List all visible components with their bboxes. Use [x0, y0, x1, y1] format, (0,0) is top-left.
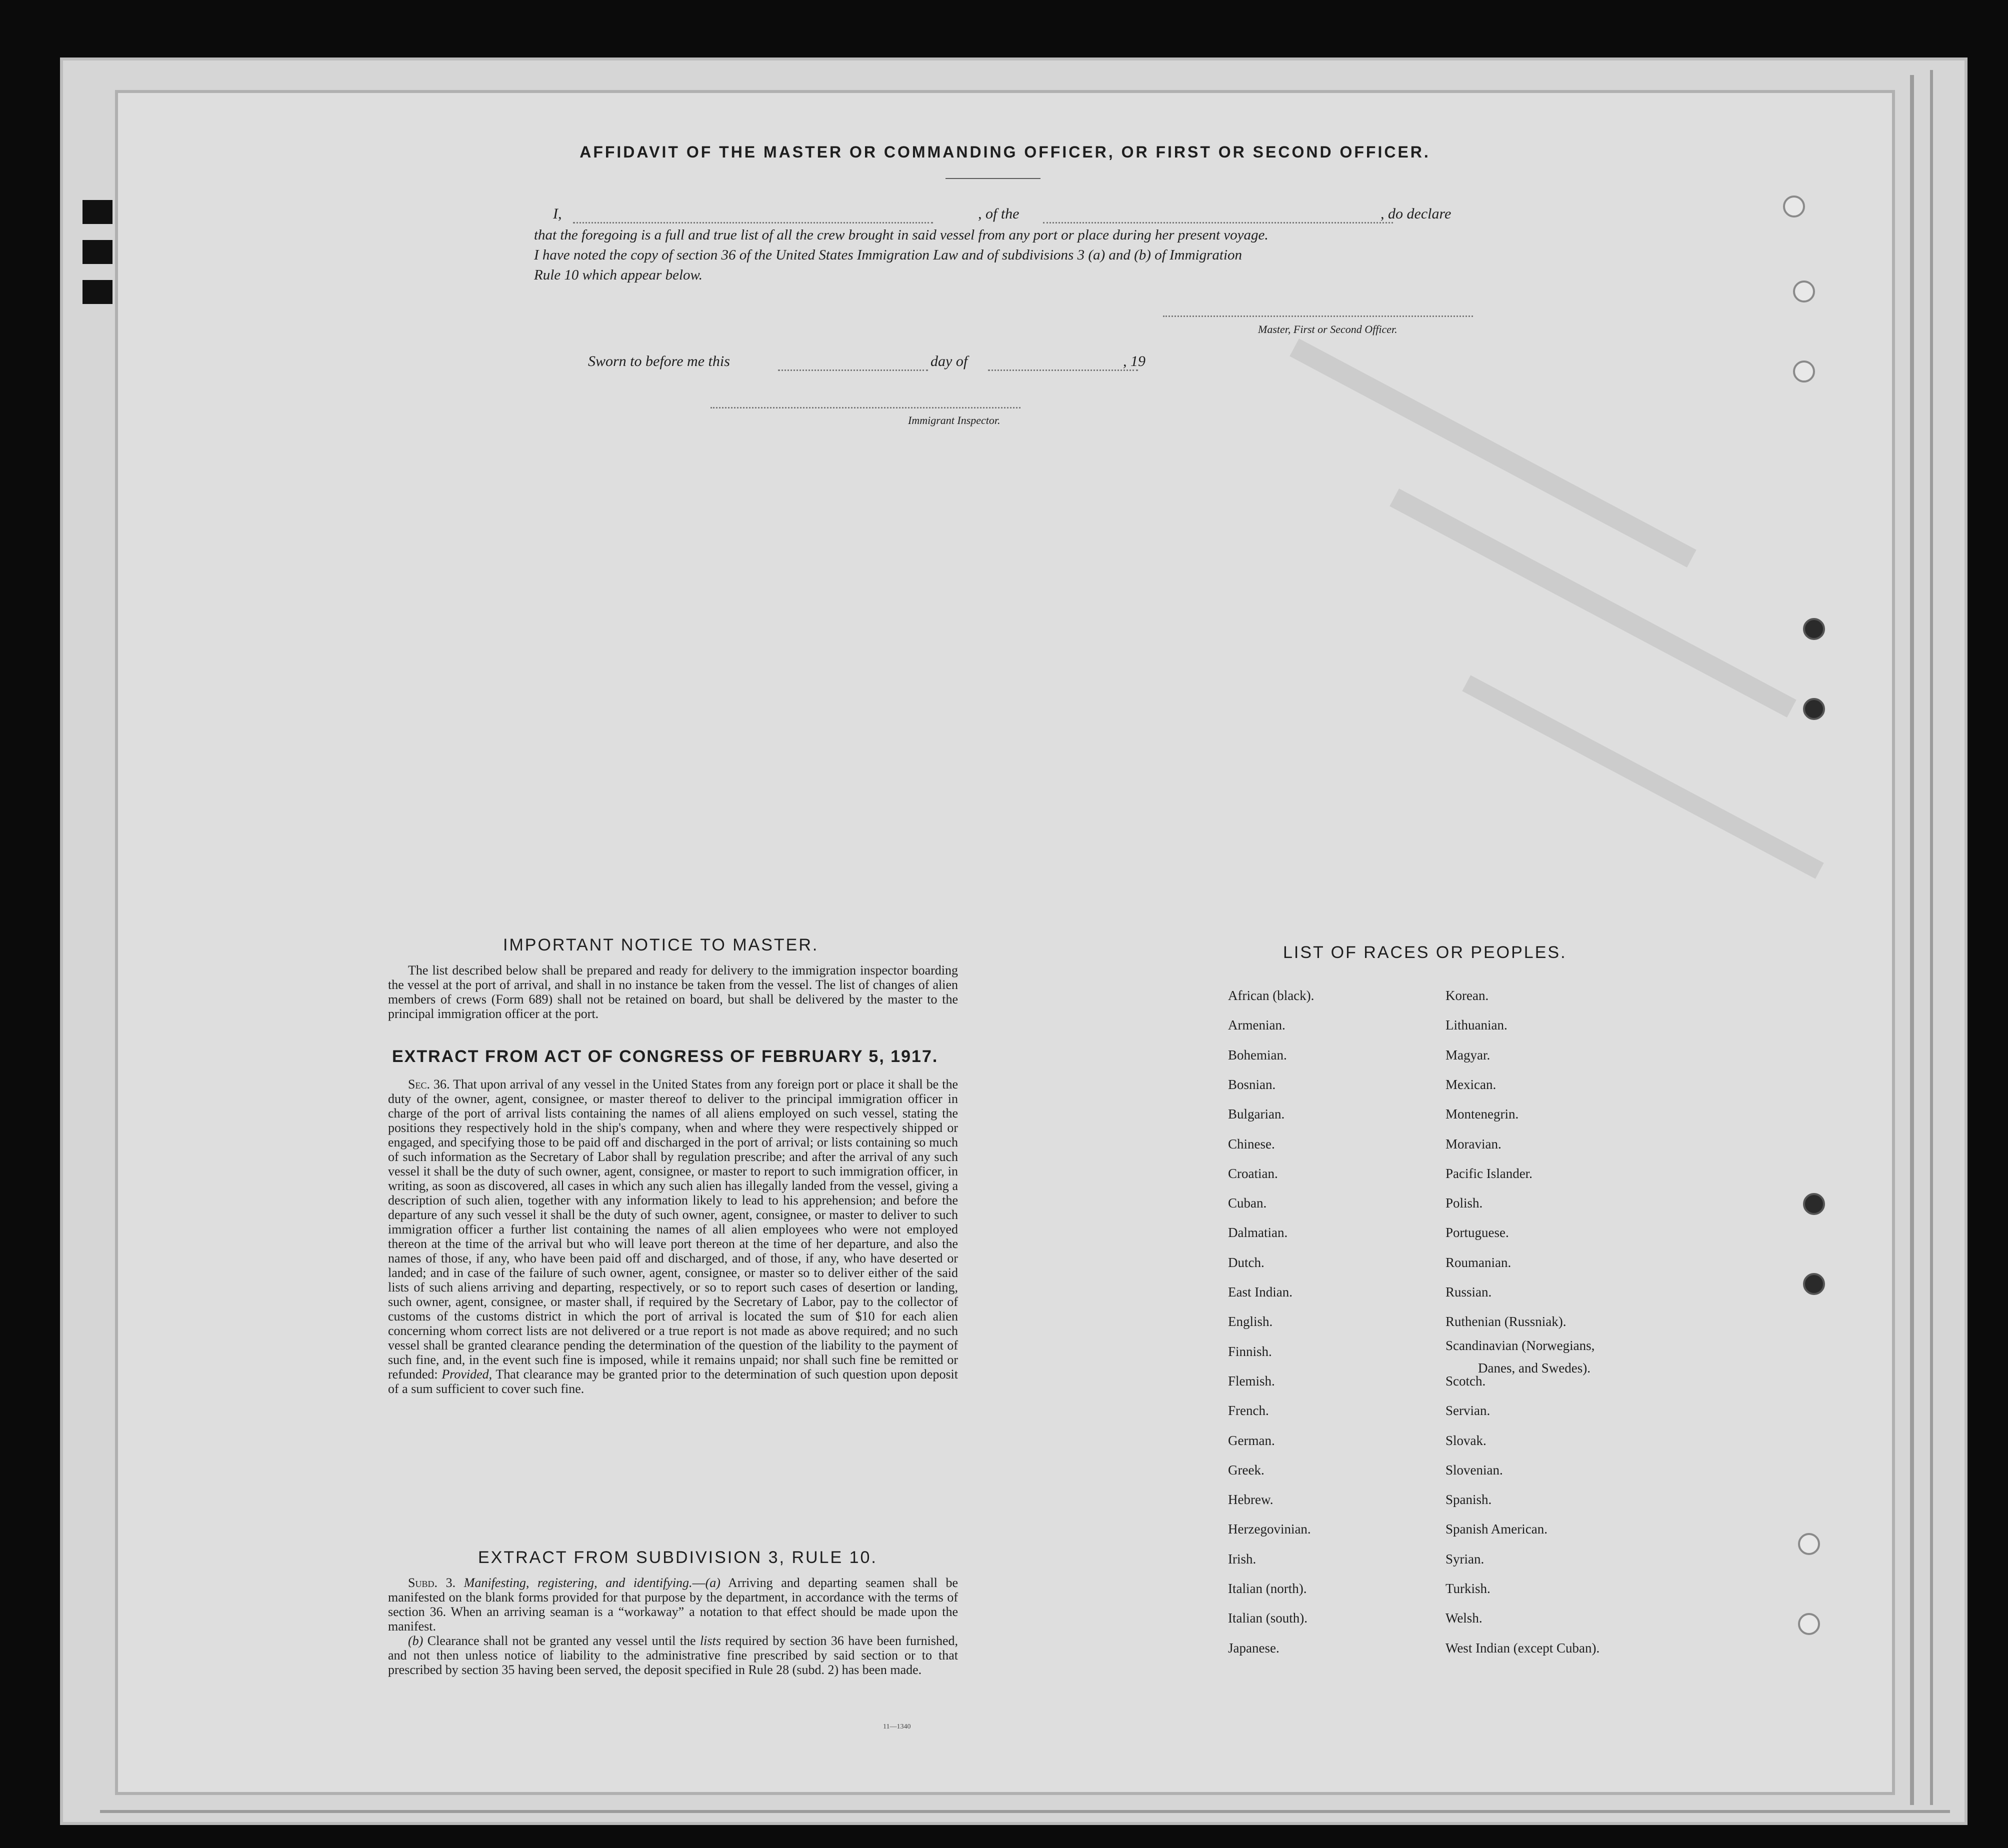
- race-item: Spanish American.: [1446, 1522, 1548, 1537]
- race-item: Dutch.: [1228, 1254, 1264, 1270]
- race-item: Russian.: [1446, 1284, 1492, 1300]
- race-item: Scotch.: [1446, 1373, 1486, 1388]
- extract-act-title: EXTRACT FROM ACT OF CONGRESS OF FEBRUARY 5, 1917.: [392, 1047, 938, 1066]
- race-item: Irish.: [1228, 1551, 1256, 1566]
- notice-title: IMPORTANT NOTICE TO MASTER.: [503, 936, 819, 954]
- subd-b-text-1: Clearance shall not be granted any vessel until the: [427, 1634, 696, 1648]
- affidavit-line-3: I have noted the copy of section 36 of the United States Immigration Law and of subdivisions 3 (a) and (b) of Immigration: [534, 247, 1242, 263]
- race-item: Bohemian.: [1228, 1047, 1287, 1062]
- race-item: Portuguese.: [1446, 1225, 1509, 1240]
- race-item: English.: [1228, 1314, 1273, 1330]
- race-item: Dalmatian.: [1228, 1225, 1288, 1240]
- notice-text: [388, 963, 958, 1021]
- paper-edge: [1910, 75, 1914, 1805]
- provided-label: Provided,: [442, 1367, 492, 1382]
- inspector-label: Immigrant Inspector.: [908, 414, 1000, 426]
- race-item: African (black).: [1228, 988, 1314, 1003]
- binder-clip: [82, 240, 112, 264]
- subd-label: Subd. 3.: [408, 1576, 456, 1590]
- declare-i: I,: [553, 206, 562, 222]
- subd-heading: Manifesting, registering, and identifying.: [464, 1576, 692, 1590]
- punch-hole: [1798, 1613, 1820, 1635]
- race-item: East Indian.: [1228, 1284, 1292, 1300]
- subd-b-lists: lists: [700, 1634, 721, 1648]
- sec-36-text-end: That clearance may be granted prior to the determination of such question upon deposit of a sum sufficient to cover such fine.: [388, 1367, 958, 1396]
- affidavit-title: AFFIDAVIT OF THE MASTER OR COMMANDING OFFICER, OR FIRST OR SECOND OFFICER.: [580, 143, 1430, 161]
- subd-b-label: (b): [408, 1634, 424, 1648]
- race-item: Slovenian.: [1446, 1462, 1503, 1478]
- paper-edge: [100, 1810, 1950, 1813]
- race-item: Servian.: [1446, 1403, 1490, 1418]
- race-item: Montenegrin.: [1446, 1106, 1519, 1122]
- race-item: Lithuanian.: [1446, 1018, 1508, 1033]
- master-signature-label: Master, First or Second Officer.: [1258, 323, 1398, 336]
- race-item: German.: [1228, 1432, 1275, 1448]
- race-item: Moravian.: [1446, 1136, 1502, 1152]
- race-item: Scandinavian (Norwegians,: [1446, 1338, 1595, 1353]
- extract-act-text: [388, 1077, 958, 1396]
- day-of-label: day of: [930, 353, 968, 370]
- race-item: Magyar.: [1446, 1047, 1490, 1062]
- affidavit-line-4: Rule 10 which appear below.: [534, 267, 702, 283]
- subd-a-text: Arriving and departing seamen shall be manifested on the blank forms provided for that purpose by the department, in accordance with the terms of section 36. When an arriving seaman is a “workaway” a notation to that effect should be made upon the manifest.: [388, 1576, 958, 1634]
- race-item: Cuban.: [1228, 1196, 1267, 1211]
- race-item: Syrian.: [1446, 1551, 1484, 1566]
- show-through-mark: [1290, 338, 1696, 568]
- race-item: French.: [1228, 1403, 1269, 1418]
- race-item: Pacific Islander.: [1446, 1166, 1532, 1181]
- race-item: Danes, and Swedes).: [1478, 1360, 1590, 1376]
- sworn-day-blank[interactable]: [778, 370, 928, 371]
- form-sheet: [115, 90, 1895, 1795]
- subd-b-paragraph: [388, 1634, 958, 1677]
- subd-a-label: (a): [705, 1576, 720, 1590]
- race-item: Bosnian.: [1228, 1076, 1276, 1092]
- sec-36-label: Sec. 36.: [408, 1077, 450, 1092]
- race-item: Flemish.: [1228, 1373, 1275, 1388]
- binder-clip: [82, 280, 112, 304]
- punch-hole: [1803, 1273, 1825, 1295]
- races-title: LIST OF RACES OR PEOPLES.: [1283, 943, 1567, 962]
- sworn-month-blank[interactable]: [988, 370, 1138, 371]
- race-item: Greek.: [1228, 1462, 1264, 1478]
- race-item: Mexican.: [1446, 1076, 1496, 1092]
- punch-hole: [1803, 698, 1825, 720]
- sworn-label: Sworn to before me this: [588, 353, 730, 370]
- vessel-blank[interactable]: [1043, 222, 1393, 224]
- subd-b-text-2: required by section 36 have been furnished, and not then unless notice of liability to the administrative fine prescribed by said section or to that prescribed by section 35 having been served, the deposit specified in Rule 28 (subd. 2) has been made.: [388, 1634, 958, 1677]
- inspector-signature-line[interactable]: [710, 407, 1020, 408]
- title-rule: [946, 178, 1040, 179]
- race-item: Ruthenian (Russniak).: [1446, 1314, 1566, 1330]
- punch-hole: [1793, 360, 1815, 382]
- race-item: Armenian.: [1228, 1018, 1286, 1033]
- race-item: Hebrew.: [1228, 1492, 1274, 1508]
- affidavit-line-2: that the foregoing is a full and true list of all the crew brought in said vessel from any port or place during her present voyage.: [534, 227, 1268, 243]
- form-code: 11—1340: [883, 1723, 911, 1730]
- sec-36-text: That upon arrival of any vessel in the United States from any foreign port or place it shall be the duty of the owner, agent, consignee, or master thereof to deliver to the principal immigration officer in charge of the port of arrival lists containing the names of all aliens employed on such vessel, stating the positions they respectively hold in the ship's company, when and where they were respectively shipped or engaged, and specifying those to be paid off and discharged in the port of arrival; or lists containing so much of such information as the Secretary of Labor shall by regulation prescribe; and after the arrival of any such vessel it shall be the duty of such owner, agent, consignee, or master to report to such immigration officer, in writing, as soon as discovered, all cases in which any such alien has illegally landed from the vessel, giving a description of such alien, together with any information likely to lead to his apprehension; and before the departure of any such vessel it shall be the duty of such owner, agent, consignee, or master to deliver to such immigration officer a further list containing the names of all alien employees who were not employed thereon at the time of the arrival but who will leave port thereon at the time of her departure, and also the names of those, if any, who have been paid off and discharged, and of those, if any, who have deserted or landed; and in case of the failure of such owner, agent, consignee, or master so to deliver either of the said lists of such aliens arriving and departing, respectively, or so to report such cases of desertion or landing, such owner, agent, consignee, or master shall, if required by the Secretary of Labor, pay to the collector of customs of the customs district in which the port of arrival is located the sum of $10 for each alien concerning whom correct lists are not delivered or a true report is not made as above required; and no such vessel shall be granted clearance pending the determination of the question of the liability to the payment of such fine, and, in the event such fine is imposed, while it remains unpaid; nor shall such fine be remitted or refunded:: [388, 1077, 958, 1382]
- year-label: , 19: [1123, 353, 1146, 370]
- paper-edge: [1930, 70, 1933, 1805]
- race-item: Bulgarian.: [1228, 1106, 1285, 1122]
- race-item: Herzegovinian.: [1228, 1522, 1311, 1537]
- punch-hole: [1798, 1533, 1820, 1555]
- punch-hole: [1803, 618, 1825, 640]
- race-item: Italian (north).: [1228, 1581, 1307, 1596]
- extract-rule-title: EXTRACT FROM SUBDIVISION 3, RULE 10.: [478, 1548, 878, 1567]
- sec-36-paragraph: [388, 1077, 958, 1396]
- race-item: Korean.: [1446, 988, 1489, 1003]
- race-item: Roumanian.: [1446, 1254, 1512, 1270]
- punch-hole: [1793, 280, 1815, 302]
- race-item: Chinese.: [1228, 1136, 1275, 1152]
- punch-hole: [1783, 196, 1805, 218]
- race-item: Slovak.: [1446, 1432, 1486, 1448]
- name-blank[interactable]: [573, 222, 933, 224]
- race-item: Spanish.: [1446, 1492, 1492, 1508]
- subd-a-paragraph: Subd. 3. Manifesting, registering, and identifying.—(a) Arriving and departing seamen shall be manifested on the blank forms provided for that purpose by the department, in accordance with the terms of section 36. When an arriving seaman is a “workaway” a notation to that effect should be made upon the manifest.: [388, 1576, 958, 1634]
- race-item: West Indian (except Cuban).: [1446, 1640, 1600, 1656]
- race-item: Welsh.: [1446, 1610, 1482, 1626]
- race-item: Japanese.: [1228, 1640, 1280, 1656]
- extract-rule-text: [388, 1576, 958, 1677]
- race-item: Polish.: [1446, 1196, 1483, 1211]
- declare-of-the: , of the: [978, 206, 1020, 222]
- race-item: Italian (south).: [1228, 1610, 1308, 1626]
- notice-paragraph: The list described below shall be prepared and ready for delivery to the immigration inspector boarding the vessel at the port of arrival, and shall in no instance be taken from the vessel. The list of changes of alien members of crews (Form 689) shall not be retained on board, but shall be delivered by the master to the principal immigration officer at the port.: [388, 963, 958, 1021]
- declare-do-declare: , do declare: [1380, 206, 1452, 222]
- master-signature-line[interactable]: [1163, 316, 1473, 317]
- show-through-mark: [1390, 488, 1796, 718]
- race-item: Turkish.: [1446, 1581, 1490, 1596]
- race-item: Finnish.: [1228, 1344, 1272, 1359]
- race-item: Croatian.: [1228, 1166, 1278, 1181]
- binder-clip: [82, 200, 112, 224]
- punch-hole: [1803, 1193, 1825, 1215]
